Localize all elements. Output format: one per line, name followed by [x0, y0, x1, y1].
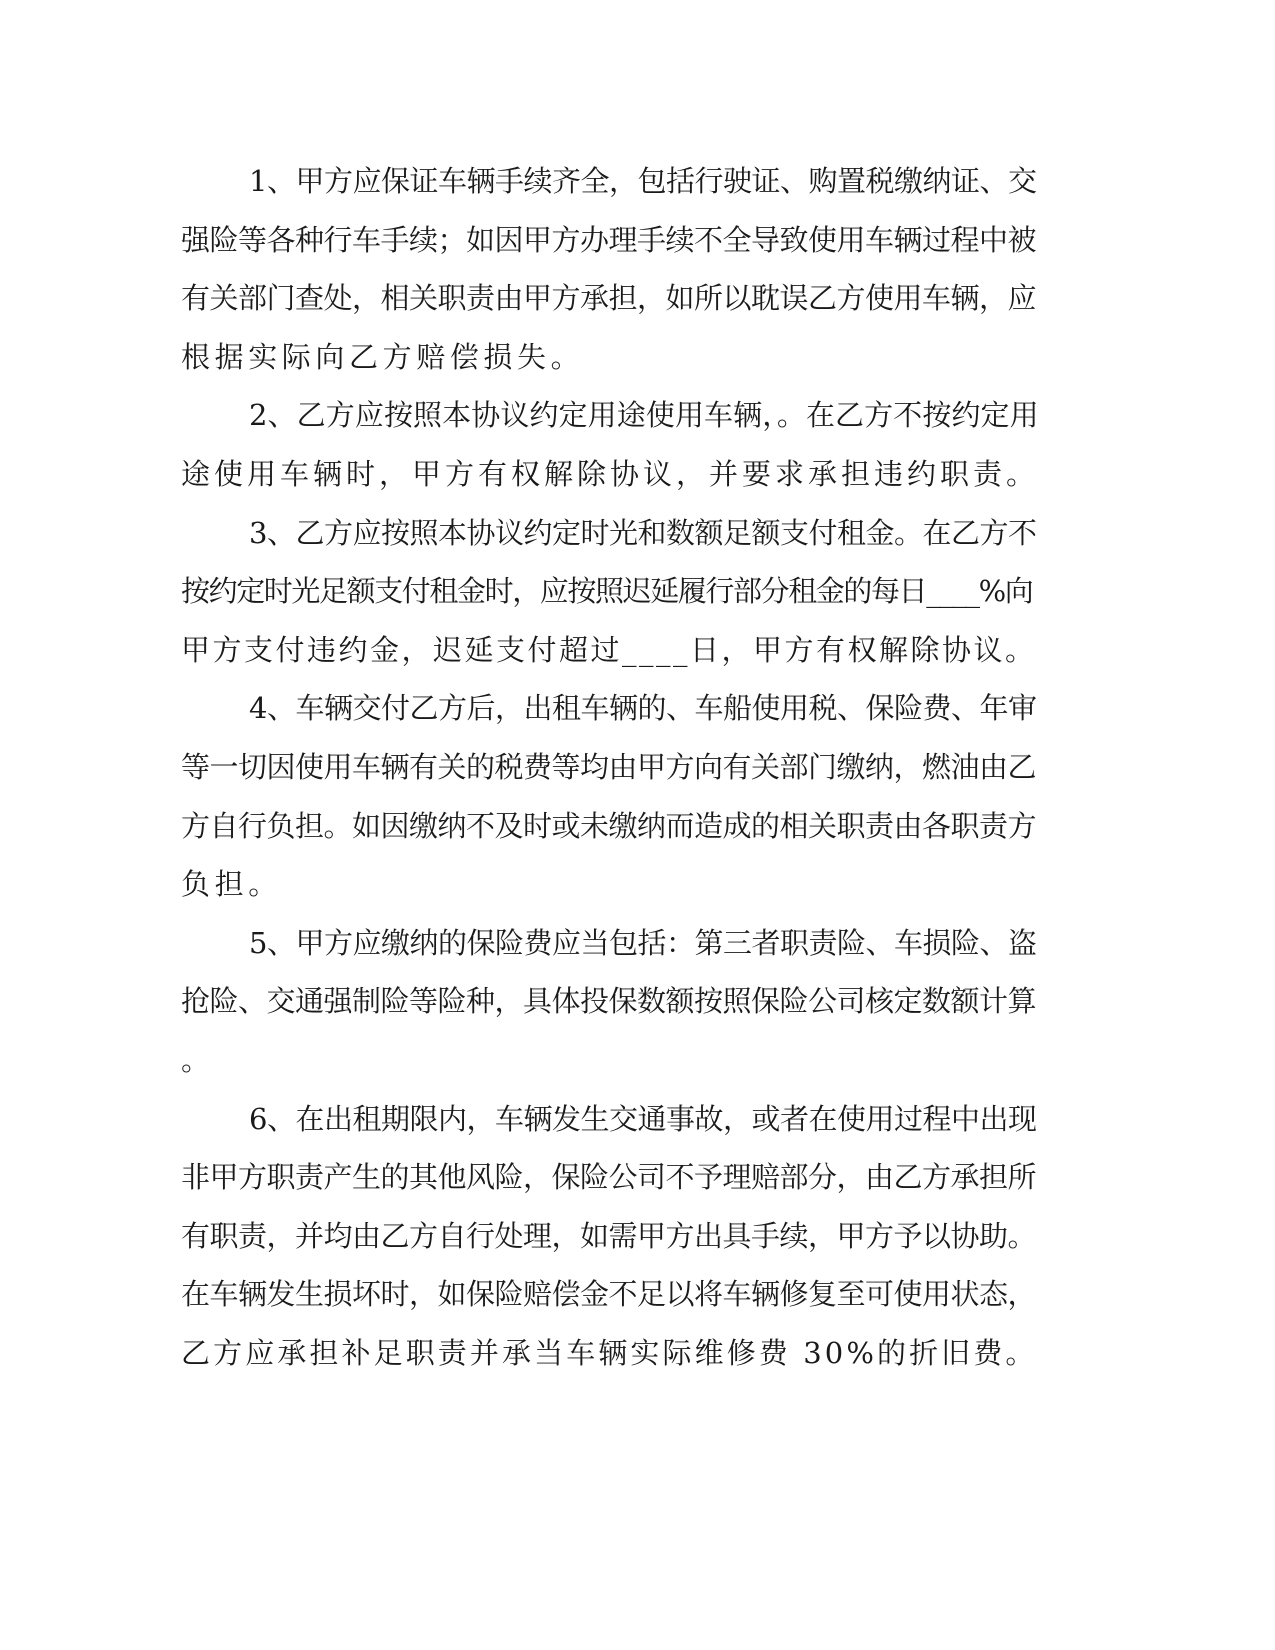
paragraph-4	[181, 679, 1037, 913]
text-line: 有职责，并均由乙方自行处理，如需甲方出具手续，甲方予以协助。	[181, 1218, 1037, 1253]
paragraph-1	[181, 152, 1037, 386]
paragraph-5	[181, 914, 1037, 1090]
text-line: 负担。	[181, 867, 282, 902]
text-line: 1、甲方应保证车辆手续齐全，包括行驶证、购置税缴纳证、交	[249, 164, 1037, 198]
text-line: 抢险、交通强制险等险种，具体投保数额按照保险公司核定数额计算	[181, 984, 1037, 1019]
document-body	[181, 152, 1040, 1382]
text-line: 强险等各种行车手续；如因甲方办理手续不全导致使用车辆过程中被	[181, 222, 1037, 257]
text-line: 乙方应承担补足职责并承当车辆实际维修费 30%的折旧费。	[181, 1335, 1038, 1370]
text-line: 非甲方职责产生的其他风险，保险公司不予理赔部分，由乙方承担所	[181, 1160, 1037, 1195]
text-line: 在车辆发生损坏时，如保险赔偿金不足以将车辆修复至可使用状态，	[181, 1277, 1037, 1312]
text-line: 。	[181, 1042, 215, 1077]
text-line: 甲方支付违约金，迟延支付超过____日，甲方有权解除协议。	[181, 632, 1037, 667]
paragraph-6	[181, 1090, 1038, 1383]
text-line: 4、车辆交付乙方后，出租车辆的、车船使用税、保险费、年审	[249, 691, 1037, 726]
text-line: 根据实际向乙方赔偿损失。	[181, 339, 585, 374]
paragraph-2	[181, 386, 1040, 503]
text-line: 等一切因使用车辆有关的税费等均由甲方向有关部门缴纳，燃油由乙	[181, 749, 1037, 784]
text-line: 6、在出租期限内，车辆发生交通事故，或者在使用过程中出现	[249, 1101, 1037, 1136]
text-line: 2、乙方应按照本协议约定用途使用车辆，。在乙方不按约定用	[249, 398, 1039, 433]
text-line: 3、乙方应按照本协议约定时光和数额足额支付租金。在乙方不	[249, 515, 1037, 550]
text-line: 5、甲方应缴纳的保险费应当包括：第三者职责险、车损险、盗	[249, 925, 1037, 960]
text-line: 有关部门查处，相关职责由甲方承担，如所以耽误乙方使用车辆，应	[181, 281, 1037, 316]
paragraph-3	[181, 504, 1037, 680]
text-line: 方自行负担。如因缴纳不及时或未缴纳而造成的相关职责由各职责方	[181, 808, 1037, 843]
text-line: 途使用车辆时，甲方有权解除协议，并要求承担违约职责。	[181, 456, 1040, 491]
text-line: 按约定时光足额支付租金时，应按照迟延履行部分租金的每日____%向	[181, 574, 1033, 609]
